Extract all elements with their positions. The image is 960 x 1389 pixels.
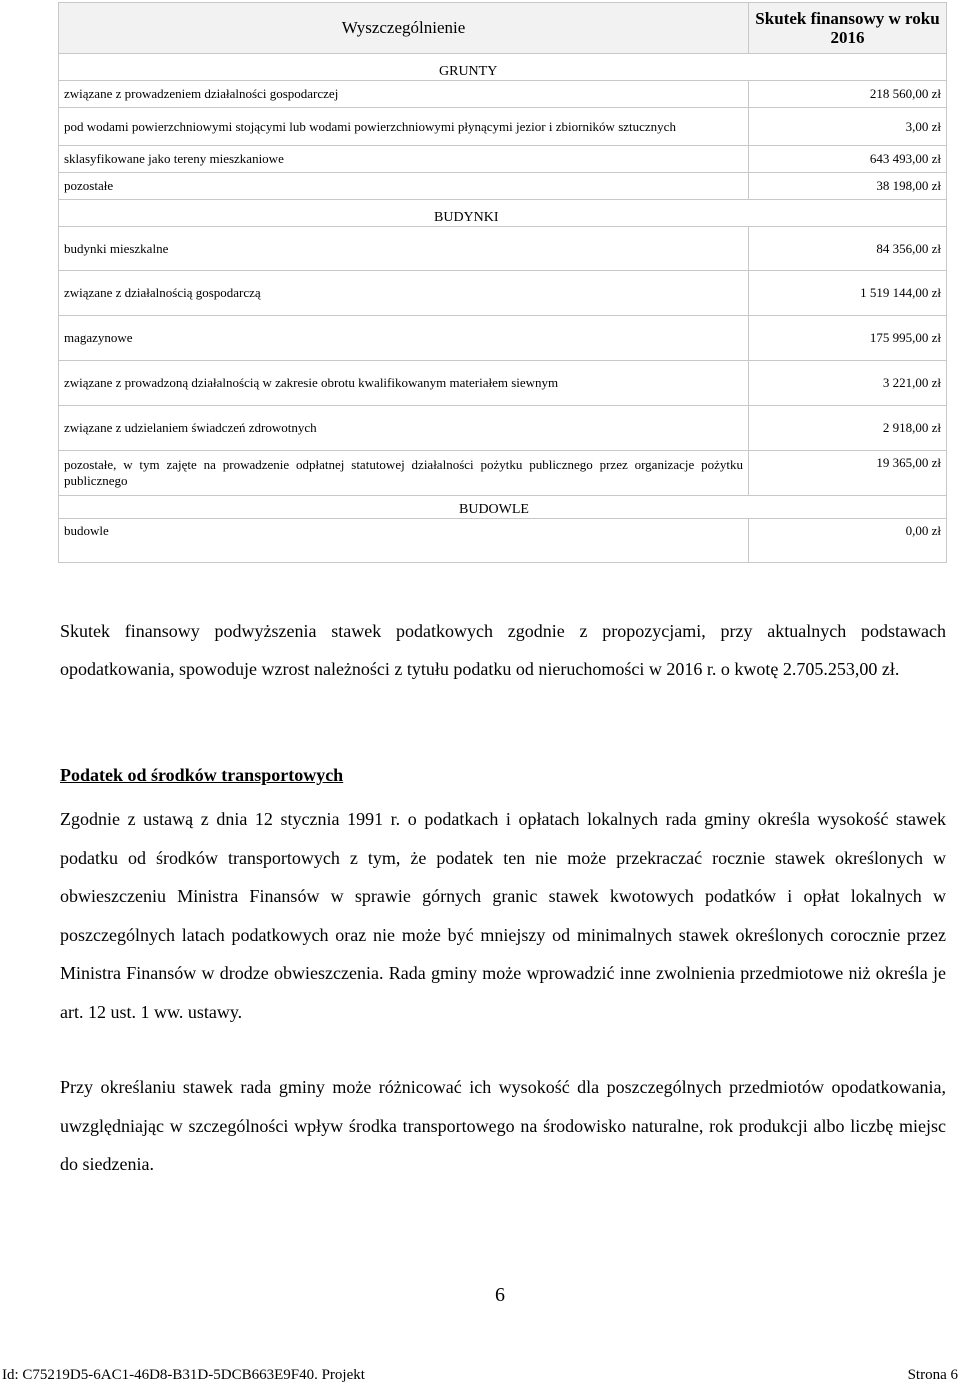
page-number: 6 xyxy=(495,1284,505,1306)
table-row-desc: związane z działalnością gospodarczą xyxy=(59,271,749,316)
column-header-amount: Skutek finansowy w roku 2016 xyxy=(749,3,947,54)
section-title: BUDYNKI xyxy=(59,200,947,227)
table-row-amount: 19 365,00 zł xyxy=(749,451,947,496)
table-row-desc: pozostałe, w tym zajęte na prowadzenie odpłatnej statutowej działalności pożytku publicznego przez organizacje pożytku publicznego xyxy=(59,451,749,496)
page-indicator: Strona 6 xyxy=(907,1367,958,1383)
table-row-amount: 84 356,00 zł xyxy=(749,227,947,271)
table-row-amount: 175 995,00 zł xyxy=(749,316,947,361)
table-row-amount: 218 560,00 zł xyxy=(749,81,947,108)
tax-table xyxy=(58,2,947,563)
rate-differentiation-paragraph: Przy określaniu stawek rada gminy może różnicować ich wysokość dla poszczególnych przedmiotów opodatkowania, uwzględniając w szczególności wpływ środka transportowego na środowisko naturalne, rok produkcji albo liczbę miejsc do siedzenia. xyxy=(60,1077,946,1174)
transport-tax-paragraph: Zgodnie z ustawą z dnia 12 stycznia 1991 r. o podatkach i opłatach lokalnych rada gminy określa wysokość stawek podatku od środków transportowych z tym, że podatek ten nie może przekraczać rocznie stawek określonych w obwieszczeniu Ministra Finansów w sprawie górnych granic stawek kwotowych podatków i opłat lokalnych w poszczególnych latach podatkowych oraz nie może być mniejszy od minimalnych stawek określonych corocznie przez Ministra Finansów w drodze obwieszczenia. Rada gminy może wprowadzić inne zwolnienia przedmiotowe niż określa je art. 12 ust. 1 ww. ustawy. xyxy=(60,809,946,1022)
table-row-desc: pod wodami powierzchniowymi stojącymi lub wodami powierzchniowymi płynącymi jezior i zbiorników sztucznych xyxy=(59,108,749,146)
financial-effect-paragraph: Skutek finansowy podwyższenia stawek podatkowych zgodnie z propozycjami, przy aktualnych podstawach opodatkowania, spowoduje wzrost należności z tytułu podatku od nieruchomości w 2016 r. o kwotę 2.705.253,00 zł. xyxy=(60,621,946,679)
table-row-desc: związane z prowadzoną działalnością w zakresie obrotu kwalifikowanym materiałem siewnym xyxy=(59,361,749,406)
table-row-amount: 2 918,00 zł xyxy=(749,406,947,451)
table-row-amount: 3 221,00 zł xyxy=(749,361,947,406)
table-row-desc: związane z udzielaniem świadczeń zdrowotnych xyxy=(59,406,749,451)
column-header-description: Wyszczególnienie xyxy=(59,3,749,54)
table-row-desc: sklasyfikowane jako tereny mieszkaniowe xyxy=(59,146,749,173)
table-row-amount: 643 493,00 zł xyxy=(749,146,947,173)
table-row-amount: 1 519 144,00 zł xyxy=(749,271,947,316)
section-title: GRUNTY xyxy=(59,54,947,81)
table-row-desc: budynki mieszkalne xyxy=(59,227,749,271)
document-id: Id: C75219D5-6AC1-46D8-B31D-5DCB663E9F40. Projekt xyxy=(2,1367,365,1383)
section-heading: Podatek od środków transportowych xyxy=(60,765,344,785)
table-row-amount: 0,00 zł xyxy=(749,519,947,563)
table-row-desc: budowle xyxy=(59,519,749,563)
table-row-desc: magazynowe xyxy=(59,316,749,361)
table-row-amount: 38 198,00 zł xyxy=(749,173,947,200)
table-row-desc: związane z prowadzeniem działalności gospodarczej xyxy=(59,81,749,108)
table-row-desc: pozostałe xyxy=(59,173,749,200)
table-row-amount: 3,00 zł xyxy=(749,108,947,146)
section-title: BUDOWLE xyxy=(59,496,947,519)
